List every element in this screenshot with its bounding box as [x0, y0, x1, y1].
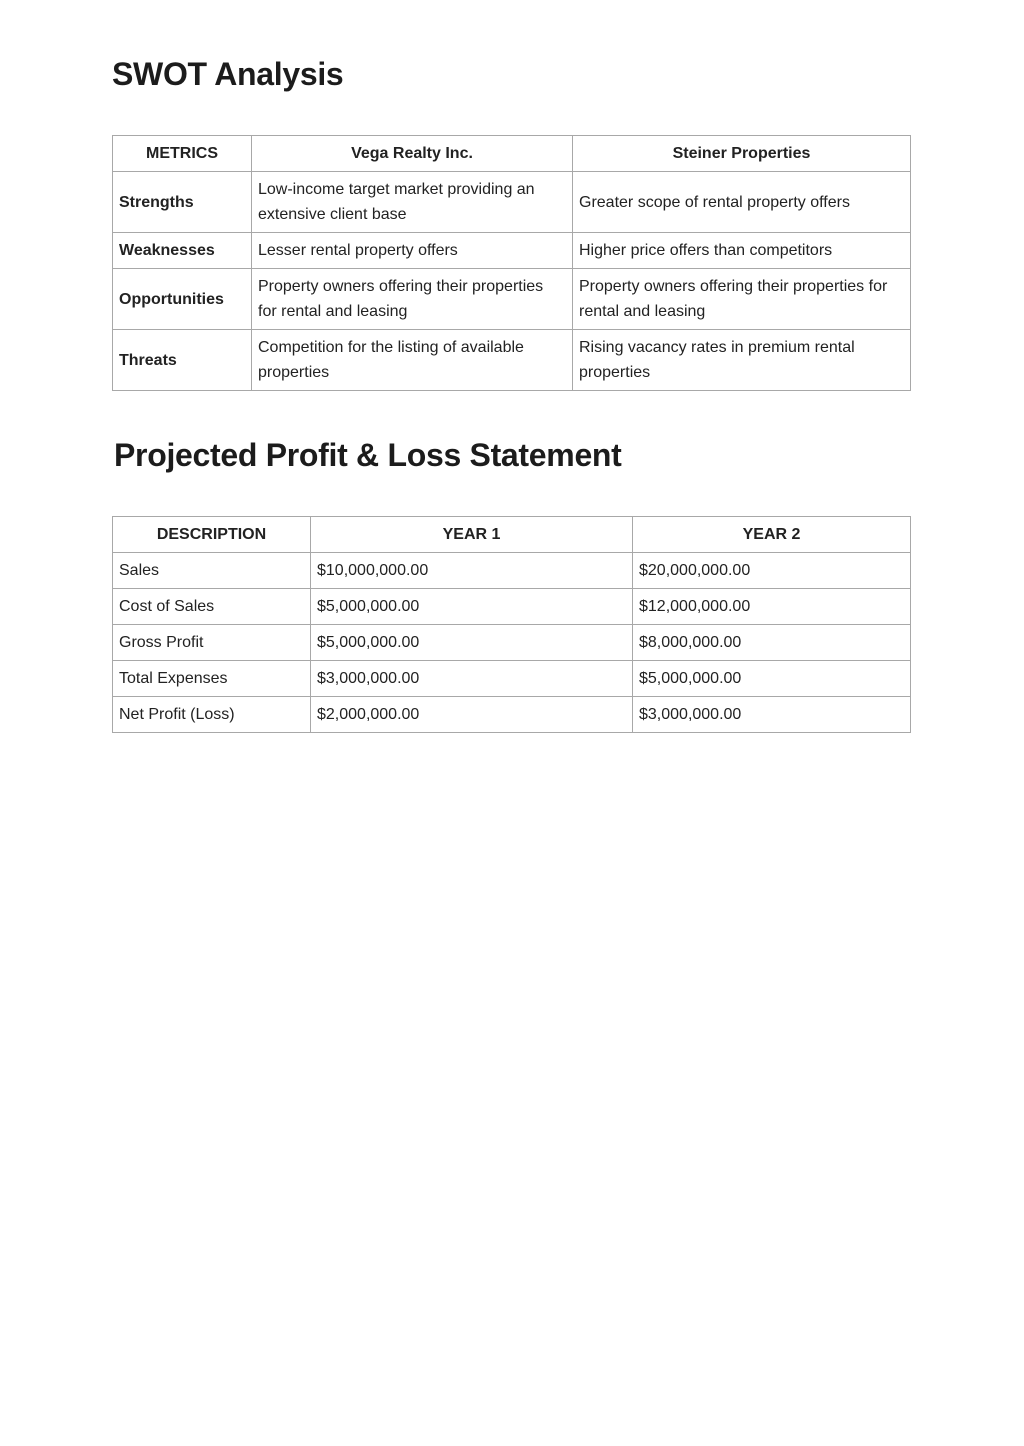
pnl-year1-cell: $3,000,000.00 — [311, 661, 633, 697]
swot-steiner-cell: Property owners offering their properties for rental and leasing — [573, 269, 911, 330]
pnl-year1-cell: $2,000,000.00 — [311, 697, 633, 733]
swot-metric-cell: Strengths — [113, 172, 252, 233]
pnl-header-year2: YEAR 2 — [633, 517, 911, 553]
swot-steiner-cell: Rising vacancy rates in premium rental properties — [573, 330, 911, 391]
pnl-year2-cell: $12,000,000.00 — [633, 589, 911, 625]
pnl-year1-cell: $5,000,000.00 — [311, 625, 633, 661]
swot-vega-cell: Lesser rental property offers — [252, 233, 573, 269]
table-row — [113, 269, 911, 330]
swot-title: SWOT Analysis — [112, 56, 344, 92]
swot-table — [112, 135, 911, 391]
table-row — [113, 330, 911, 391]
pnl-description-cell: Gross Profit — [113, 625, 311, 661]
pnl-description-cell: Cost of Sales — [113, 589, 311, 625]
table-row — [113, 625, 911, 661]
pnl-table — [112, 516, 911, 733]
table-row — [113, 233, 911, 269]
table-row — [113, 697, 911, 733]
pnl-header-year1: YEAR 1 — [311, 517, 633, 553]
pnl-year1-cell: $10,000,000.00 — [311, 553, 633, 589]
pnl-year1-cell: $5,000,000.00 — [311, 589, 633, 625]
swot-steiner-cell: Greater scope of rental property offers — [573, 172, 911, 233]
pnl-title: Projected Profit & Loss Statement — [114, 437, 622, 473]
table-row — [113, 553, 911, 589]
swot-vega-cell: Low-income target market providing an extensive client base — [252, 172, 573, 233]
swot-header-vega: Vega Realty Inc. — [252, 136, 573, 172]
swot-header-metrics: METRICS — [113, 136, 252, 172]
table-row — [113, 172, 911, 233]
swot-metric-cell: Threats — [113, 330, 252, 391]
swot-steiner-cell: Higher price offers than competitors — [573, 233, 911, 269]
swot-header-row — [113, 136, 911, 172]
pnl-year2-cell: $8,000,000.00 — [633, 625, 911, 661]
swot-metric-cell: Opportunities — [113, 269, 252, 330]
swot-header-steiner: Steiner Properties — [573, 136, 911, 172]
pnl-year2-cell: $20,000,000.00 — [633, 553, 911, 589]
pnl-header-description: DESCRIPTION — [113, 517, 311, 553]
pnl-header-row — [113, 517, 911, 553]
pnl-year2-cell: $5,000,000.00 — [633, 661, 911, 697]
table-row — [113, 661, 911, 697]
swot-vega-cell: Property owners offering their properties for rental and leasing — [252, 269, 573, 330]
pnl-description-cell: Net Profit (Loss) — [113, 697, 311, 733]
swot-metric-cell: Weaknesses — [113, 233, 252, 269]
pnl-year2-cell: $3,000,000.00 — [633, 697, 911, 733]
pnl-description-cell: Sales — [113, 553, 311, 589]
pnl-description-cell: Total Expenses — [113, 661, 311, 697]
swot-vega-cell: Competition for the listing of available properties — [252, 330, 573, 391]
table-row — [113, 589, 911, 625]
